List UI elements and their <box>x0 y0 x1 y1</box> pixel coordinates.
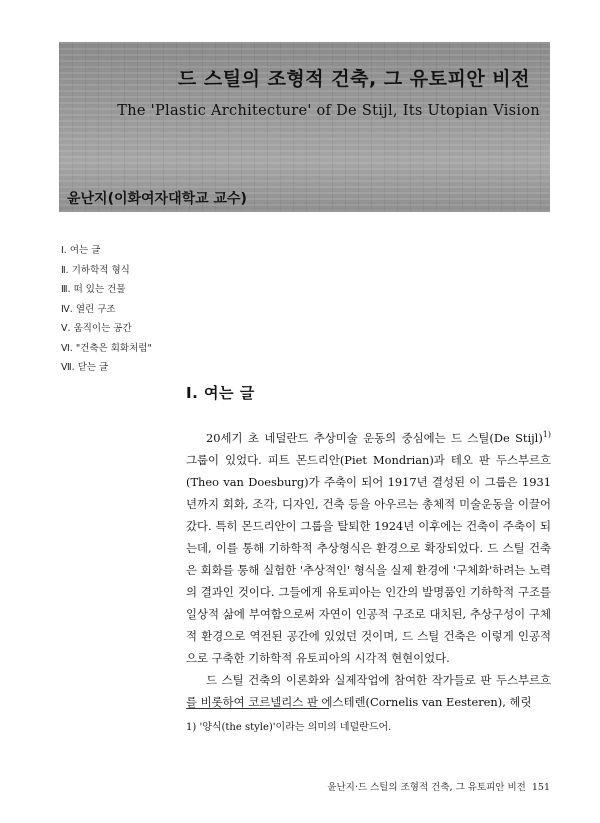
toc-item-number: Ⅳ. <box>61 303 73 315</box>
footnote: 1) '양식(the style)'이라는 의미의 네덜란드어. <box>186 722 392 733</box>
paragraph-text: 20세기 초 네덜란드 추상미술 운동의 중심에는 드 스틸(De Stijl) <box>206 431 543 445</box>
running-footer <box>327 779 550 793</box>
paragraph-text: 그룹이 있었다. 피트 몬드리안(Piet Mondrian)과 테오 판 두스부르흐(Theo van Doesburg)가 주축이 되어 1917년 결성된 이 그룹은 1931년까지 회화, 조각, 디자인, 건축 등을 아우르는 총체적 미술운동을 이끌어 갔다. 특히 몬드리안이 그룹을 탈퇴한 1924년 이후에는 건축이 주축이 되는데, 이를 통해 기하학적 추상형식은 환경으로 확장되었다. 드 스틸 건축은 회화를 통해 실험한 '추상적인' 형식을 실제 환경에 '구체화'하려는 노력의 결과인 것이다. 그들에게 유토피아는 인간의 발명품인 기하학적 구조를 일상적 삶에 부여함으로써 자연이 인공적 구조로 대치된, 추상구성이 구체적 환경으로 역전된 공간에 있었던 것이며, 드 스틸 건축은 이렇게 인공적으로 구축한 기하학적 유토피아의 시각적 현현이었다. <box>186 453 551 665</box>
body-text <box>186 427 551 713</box>
toc-item <box>61 280 152 300</box>
body-paragraph: 드 스틸 건축의 이론화와 실제작업에 참여한 작가들로 판 두스부르흐를 비롯하여 코르넬리스 판 에스테렌(Cornelis van Eesteren), 헤릿 <box>186 673 551 709</box>
toc-item-number: Ⅲ. <box>61 284 71 295</box>
toc-item-label: 닫는 글 <box>77 362 109 373</box>
article-title-english: The 'Plastic Architecture' of De Stijl, Its Utopian Vision <box>117 103 540 119</box>
body-paragraph <box>186 427 551 669</box>
toc-item <box>61 319 152 339</box>
header-banner <box>59 42 550 212</box>
running-title: 윤난지·드 스틸의 조형적 건축, 그 유토피안 비전 <box>327 782 526 793</box>
toc-item-label: 기하학적 형식 <box>71 264 130 276</box>
toc-item-number: Ⅴ. <box>61 323 71 334</box>
article-title-korean: 드 스틸의 조형적 건축, 그 유토피안 비전 <box>177 68 530 90</box>
toc-item <box>61 358 152 378</box>
toc-item-label: "건축은 회화처럼" <box>75 342 152 354</box>
toc-item-number: Ⅶ. <box>61 362 75 373</box>
toc-item-number: Ⅱ. <box>61 264 69 276</box>
section-heading: Ⅰ. 여는 글 <box>186 384 255 402</box>
toc-item-label: 떠 있는 건물 <box>73 284 126 295</box>
toc-item <box>61 241 152 261</box>
toc-item-label: 열린 구조 <box>75 303 116 315</box>
toc-item <box>61 261 152 281</box>
toc-item-number: Ⅵ. <box>61 342 73 354</box>
toc-item <box>61 300 152 320</box>
page-number: 151 <box>531 782 550 793</box>
toc-item-number: Ⅰ. <box>61 245 67 256</box>
table-of-contents <box>61 241 152 378</box>
footnote-divider <box>186 708 329 709</box>
toc-item <box>61 339 152 359</box>
toc-item-label: 움직이는 공간 <box>73 323 132 334</box>
footnote-marker: 1) <box>542 430 551 440</box>
author-line: 윤난지(이화여자대학교 교수) <box>67 191 247 207</box>
toc-item-label: 여는 글 <box>69 245 101 256</box>
